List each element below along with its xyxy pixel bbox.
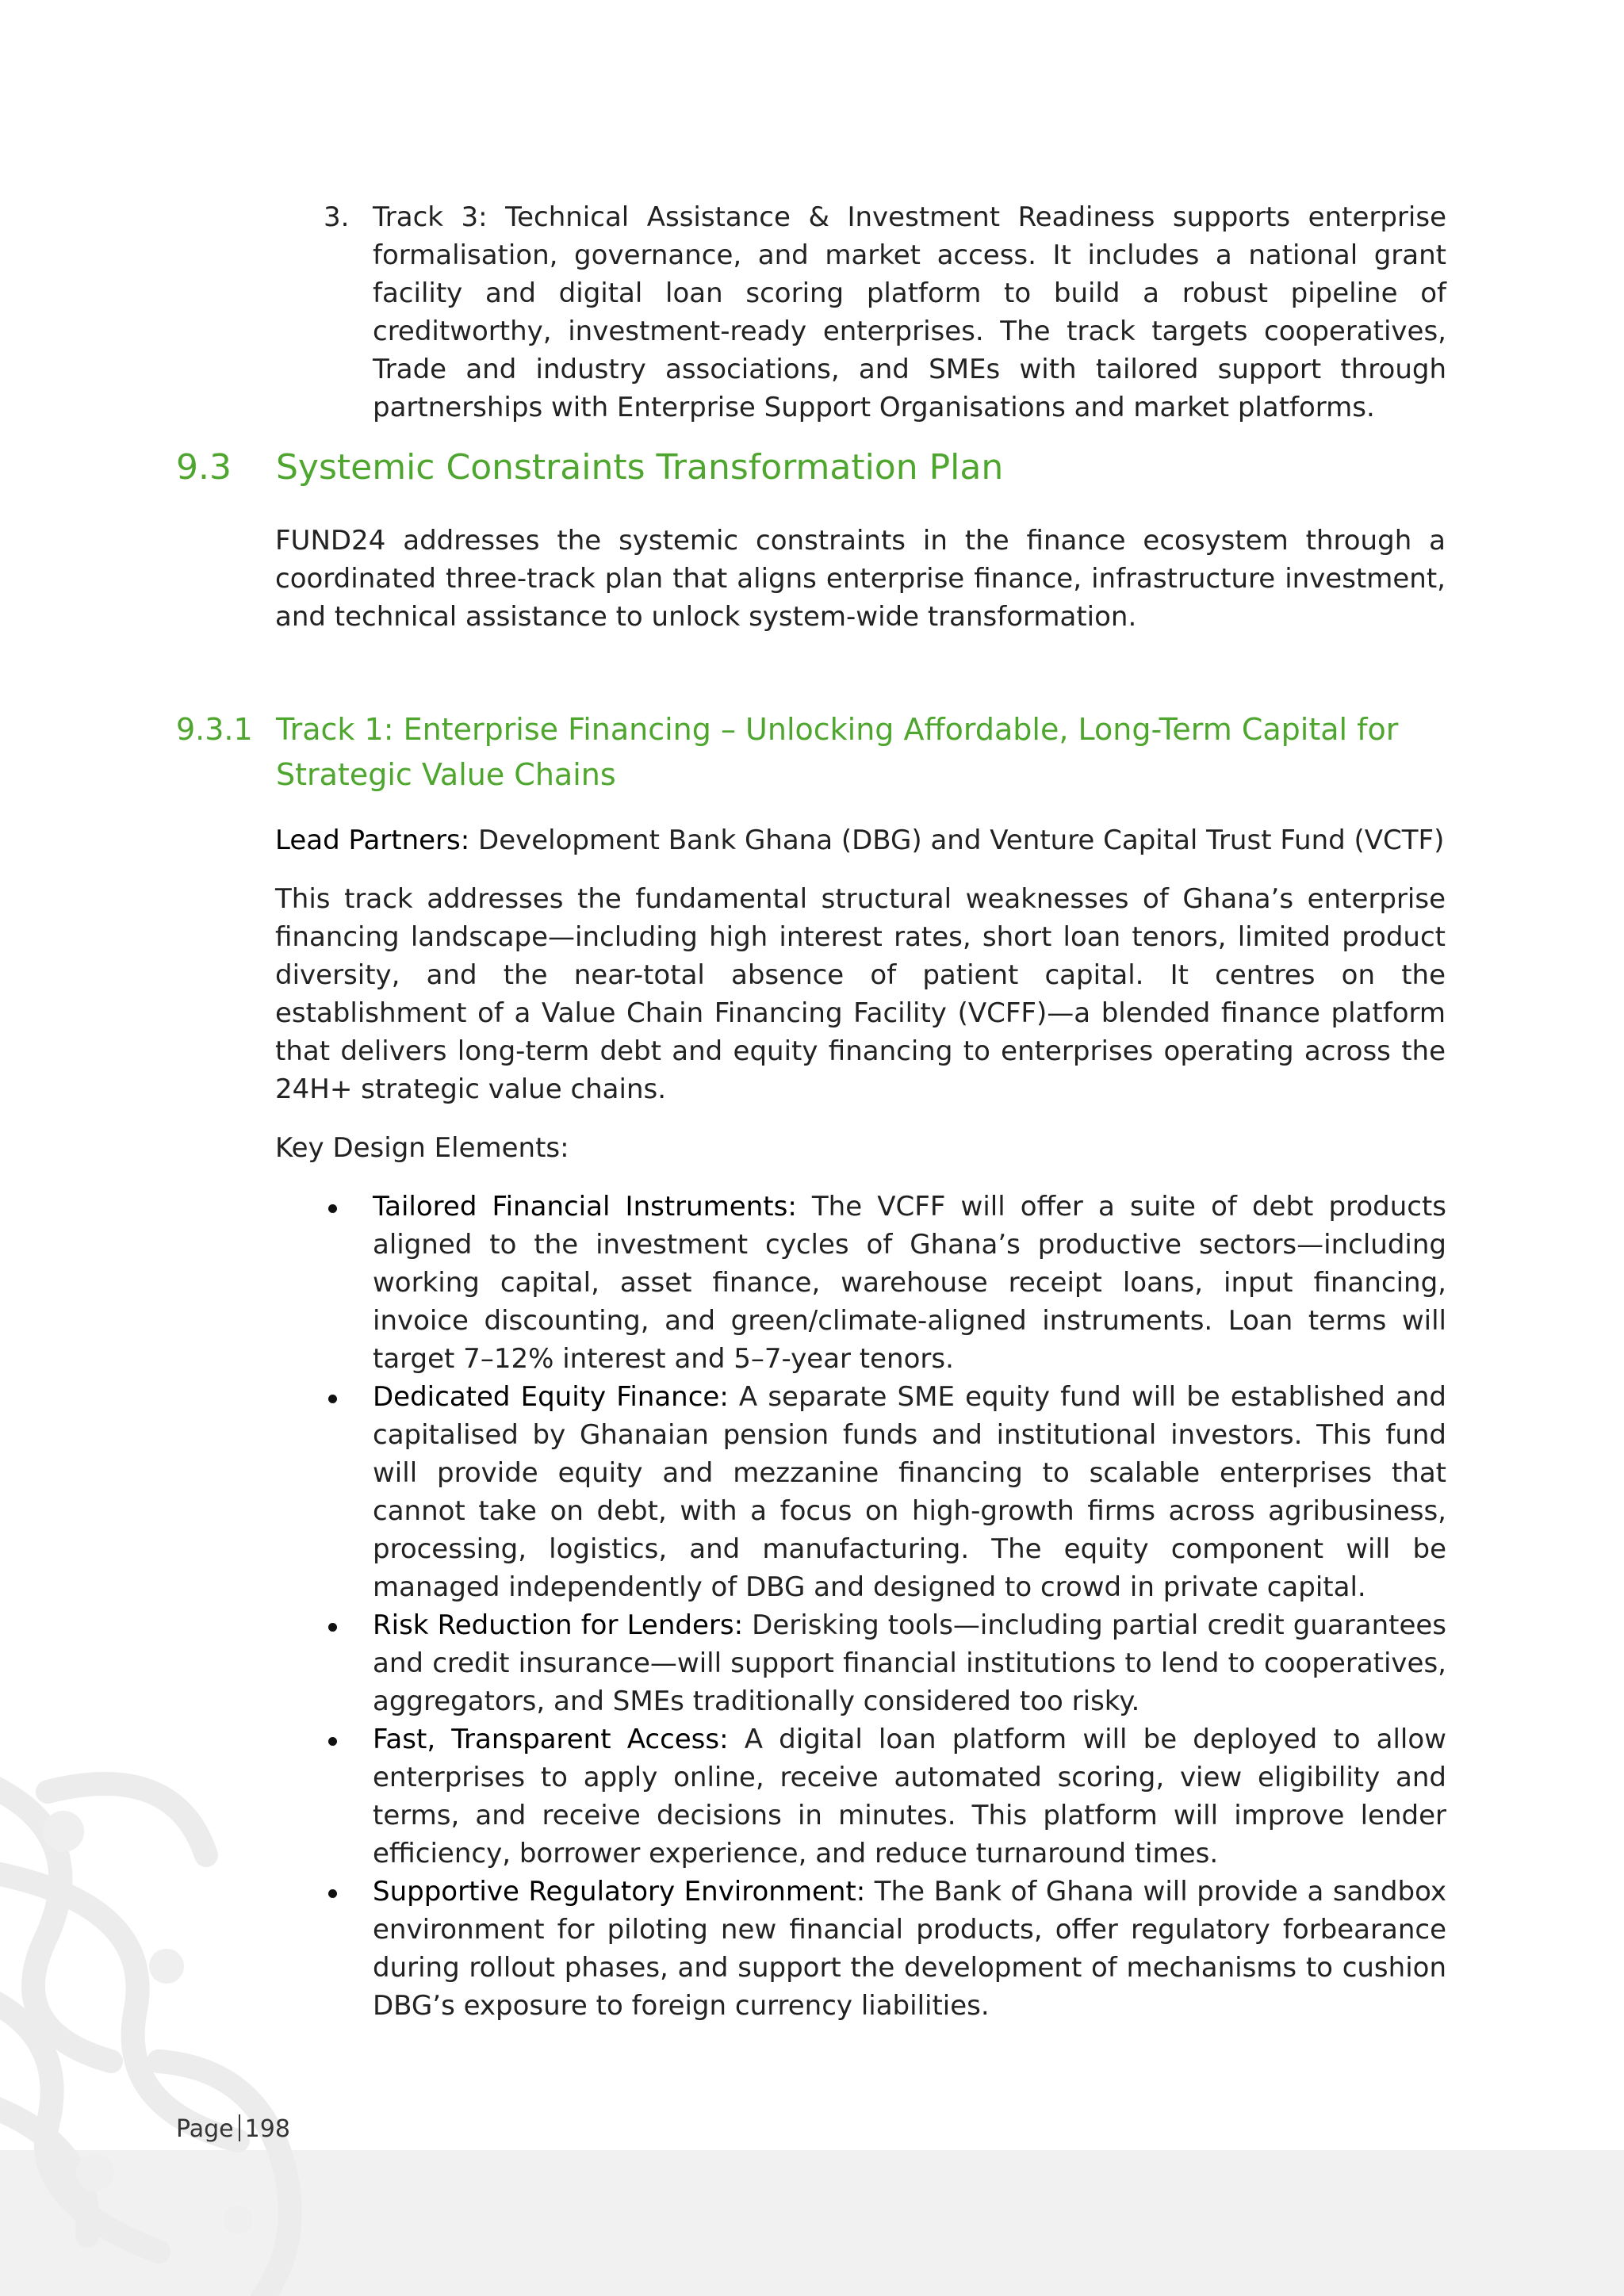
bullet-label: Risk Reduction for Lenders:	[373, 1609, 744, 1641]
bullet-text: The Bank of Ghana will provide a sandbox environment for piloting new financial products, offer regulatory forbearance during rollout phases, and support the development of mechanisms to cushion DBG’s exposure to foreign currency liabilities.	[373, 1876, 1446, 2022]
list-item-text: Track 3: Technical Assistance & Investment Readiness supports enterprise formalisation, governance, and market access. It includes a national grant facility and digital loan scoring platform to build a robust pipeline of creditworthy, investment-ready enterprises. The track targets cooperatives, Trade and industry associations, and SMEs with tailored support through partnerships with Enterprise Support Organisations and market platforms.	[373, 201, 1446, 423]
bullet-text: A separate SME equity fund will be established and capitalised by Ghanaian pension funds and institutional investors. This fund will provide equity and mezzanine financing to scalable enterprises that cannot take on debt, with a focus on high-growth firms across agribusiness, processing, logistics, and manufacturing. The equity component will be managed independently of DBG and designed to crowd in private capital.	[373, 1381, 1446, 1603]
watermark-pattern-icon	[0, 1728, 333, 2296]
bullet-icon	[328, 1889, 337, 1898]
section-number: 9.3	[176, 447, 232, 488]
bullet-label: Fast, Transparent Access:	[373, 1724, 729, 1755]
lead-partners-line	[275, 821, 1446, 859]
subsection-number: 9.3.1	[176, 712, 253, 747]
key-design-heading: Key Design Elements:	[275, 1132, 569, 1164]
list-item	[324, 1188, 1446, 1378]
subsection-heading-9-3-1	[176, 707, 1453, 798]
list-item-track-3	[324, 198, 1446, 427]
list-item	[324, 1606, 1446, 1720]
list-marker: 3.	[324, 201, 350, 233]
page-number	[176, 2112, 290, 2147]
bullet-label: Tailored Financial Instruments:	[373, 1191, 797, 1223]
list-item	[324, 1378, 1446, 1606]
bullet-icon	[328, 1204, 337, 1213]
bullet-label: Dedicated Equity Finance:	[373, 1381, 729, 1413]
bullet-icon	[328, 1737, 337, 1746]
bullet-icon	[328, 1623, 337, 1632]
lead-partners-label: Lead Partners:	[275, 825, 470, 856]
list-item	[324, 1873, 1446, 2025]
page-label: Page	[176, 2115, 234, 2143]
subsection-title: Track 1: Enterprise Financing – Unlocking Affordable, Long-Term Capital for Strategic Value Chains	[276, 712, 1399, 792]
list-item	[324, 1720, 1446, 1873]
section-title: Systemic Constraints Transformation Plan	[276, 447, 1004, 488]
page-number-value: 198	[244, 2115, 290, 2143]
bullet-text: Derisking tools—including partial credit guarantees and credit insurance—will support financial institutions to lend to cooperatives, aggregators, and SMEs traditionally considered too risky.	[373, 1609, 1446, 1717]
track-1-body: This track addresses the fundamental structural weaknesses of Ghana’s enterprise financing landscape—including high interest rates, short loan tenors, limited product diversity, and the near-total absence of patient capital. It centres on the establishment of a Value Chain Financing Facility (VCFF)—a blended finance platform that delivers long-term debt and equity financing to enterprises operating across the 24H+ strategic value chains.	[275, 883, 1446, 1105]
bullet-text: The VCFF will offer a suite of debt products aligned to the investment cycles of Ghana’s productive sectors—including working capital, asset finance, warehouse receipt loans, input financing, invoice discounting, and green/climate-aligned instruments. Loan terms will target 7–12% interest and 5–7-year tenors.	[373, 1191, 1446, 1375]
bullet-label: Supportive Regulatory Environment:	[373, 1876, 866, 1908]
bullet-text: A digital loan platform will be deployed to allow enterprises to apply online, receive automated scoring, view eligibility and terms, and receive decisions in minutes. This platform will improve lender efficiency, borrower experience, and reduce turnaround times.	[373, 1724, 1446, 1869]
section-9-3-body: FUND24 addresses the systemic constraints in the finance ecosystem through a coordinated three-track plan that aligns enterprise finance, infrastructure investment, and technical assistance to unlock system-wide transformation.	[275, 525, 1446, 633]
lead-partners-text: Development Bank Ghana (DBG) and Venture Capital Trust Fund (VCTF)	[469, 825, 1445, 856]
page-separator	[239, 2114, 240, 2141]
bullet-icon	[328, 1395, 337, 1403]
